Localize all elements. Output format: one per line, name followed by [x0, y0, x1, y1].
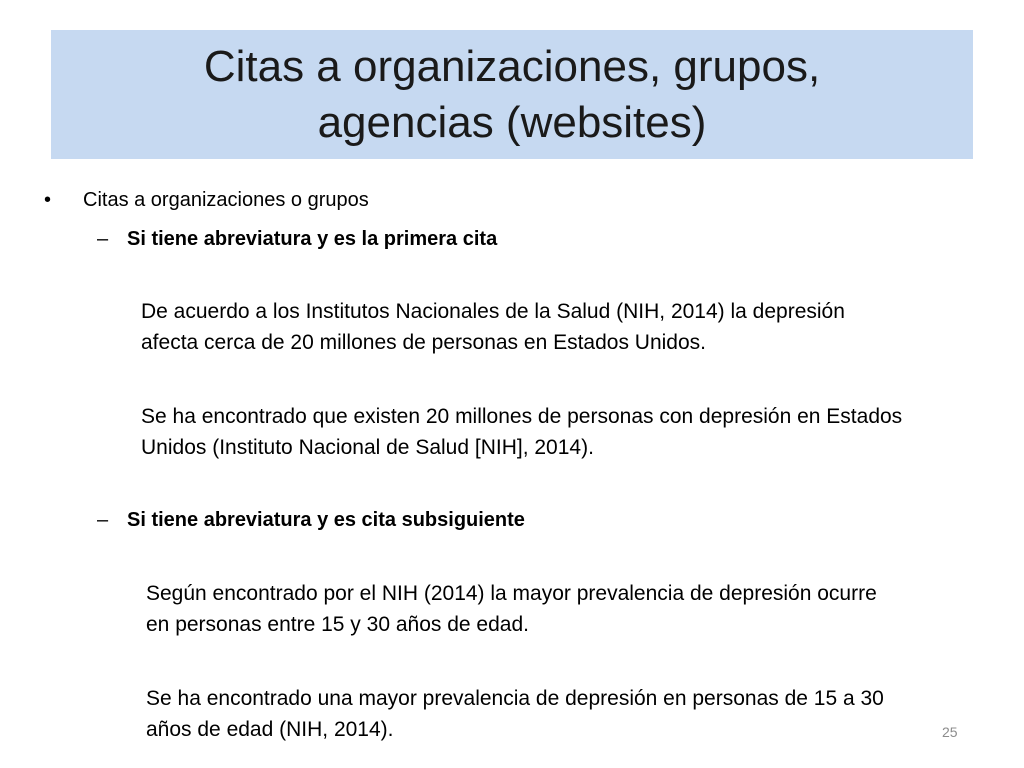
paragraph-line: en personas entre 15 y 30 años de edad. — [146, 613, 529, 636]
dash-marker: – — [97, 228, 109, 250]
paragraph-line: De acuerdo a los Institutos Nacionales de la Salud (NIH, 2014) la depresión — [141, 300, 845, 323]
sub-bullet-text: Si tiene abreviatura y es cita subsiguiente — [127, 509, 525, 531]
example-paragraph-4 — [146, 683, 884, 745]
sub-bullet-subsequent-citation — [97, 506, 525, 534]
paragraph-line: Se ha encontrado una mayor prevalencia de depresión en personas de 15 a 30 — [146, 687, 884, 710]
sub-bullet-text: Si tiene abreviatura y es la primera cita — [127, 228, 498, 250]
bullet-item — [44, 186, 369, 214]
dash-marker: – — [97, 509, 109, 531]
paragraph-line: años de edad (NIH, 2014). — [146, 718, 394, 741]
slide-title-box — [51, 30, 973, 159]
slide-title-line-1: Citas a organizaciones, grupos, — [203, 41, 821, 91]
paragraph-line: afecta cerca de 20 millones de personas en Estados Unidos. — [141, 331, 707, 354]
bullet-marker: • — [44, 189, 52, 211]
example-paragraph-2 — [141, 401, 902, 463]
paragraph-line: Se ha encontrado que existen 20 millones de personas con depresión en Estados — [141, 405, 903, 428]
sub-bullet-first-citation — [97, 225, 497, 253]
paragraph-line: Según encontrado por el NIH (2014) la mayor prevalencia de depresión ocurre — [146, 582, 877, 605]
example-paragraph-3 — [146, 578, 877, 640]
slide-title-line-2: agencias (websites) — [317, 97, 707, 147]
example-paragraph-1 — [141, 296, 845, 358]
bullet-text: Citas a organizaciones o grupos — [83, 189, 369, 211]
slide-number: 25 — [942, 724, 958, 740]
paragraph-line: Unidos (Instituto Nacional de Salud [NIH], 2014). — [141, 436, 594, 459]
